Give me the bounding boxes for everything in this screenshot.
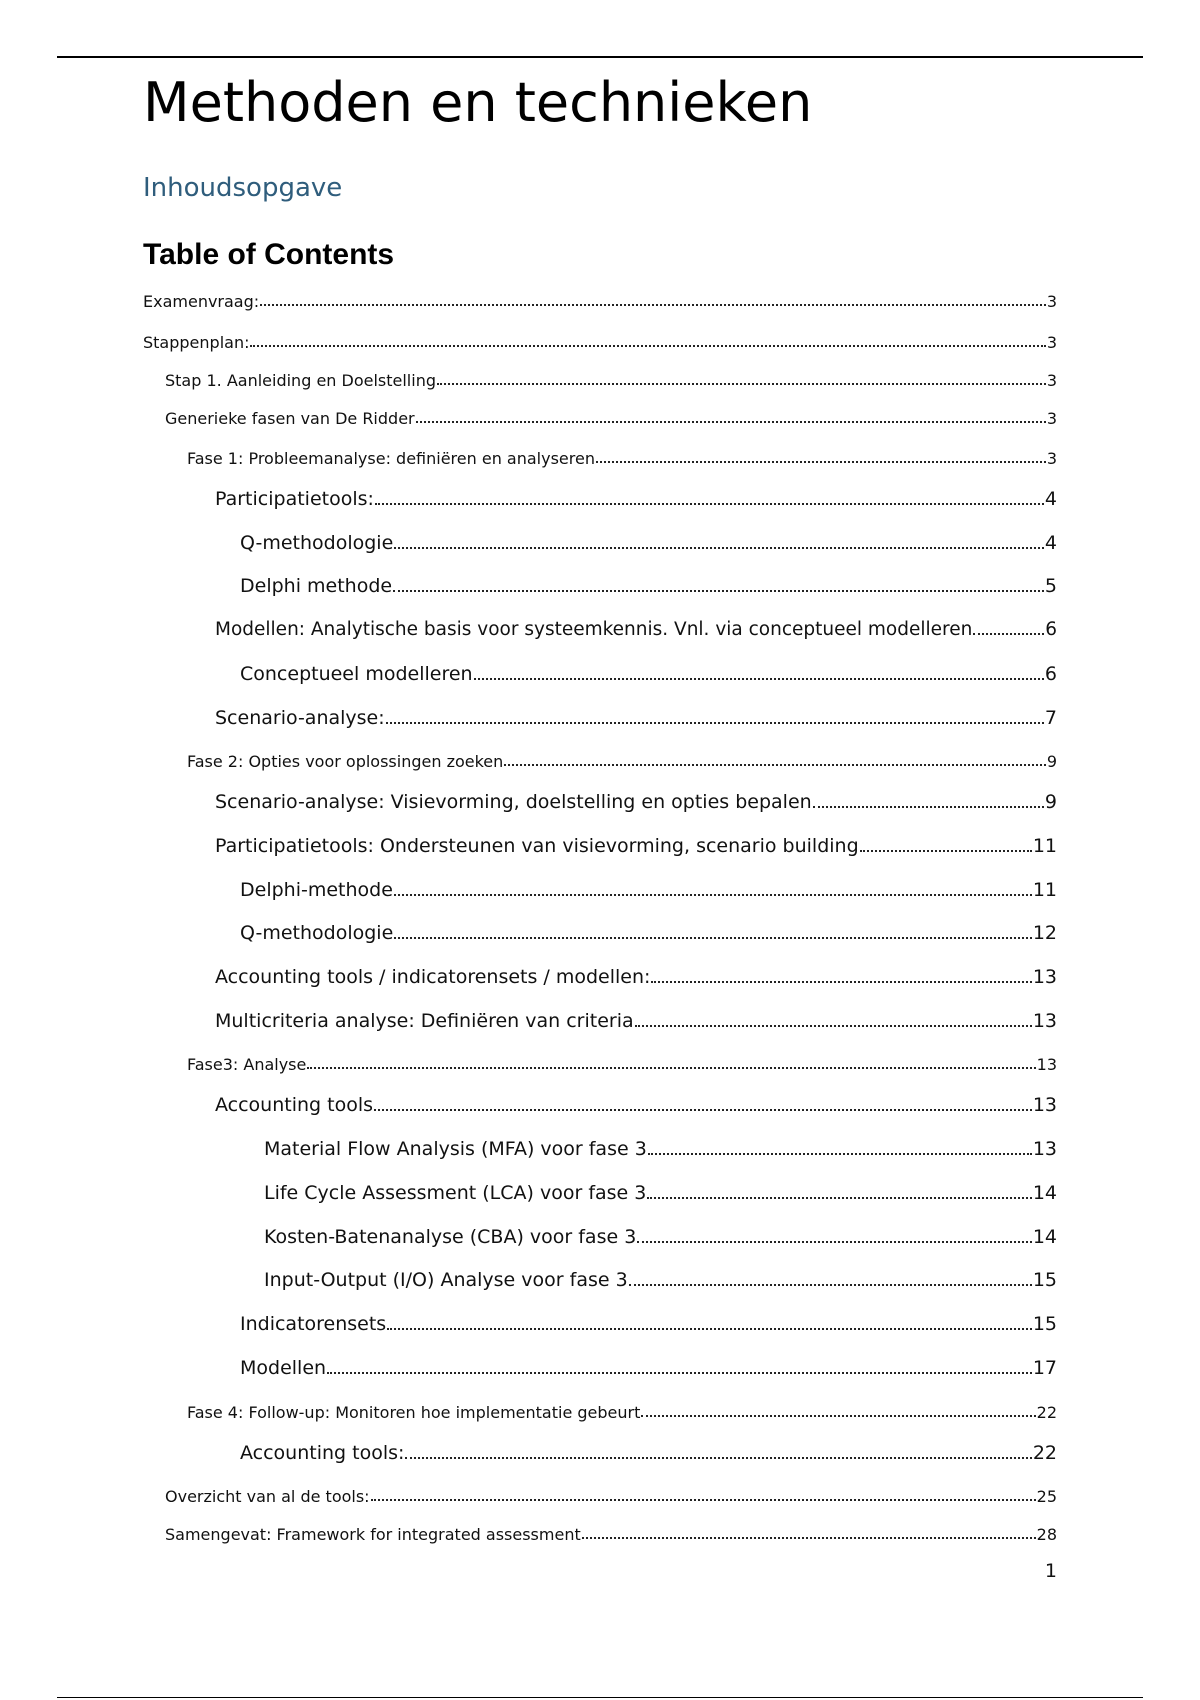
- toc-entry-page: 17: [1032, 1357, 1057, 1379]
- dot-leader: [629, 1284, 1032, 1286]
- dot-leader: [648, 1153, 1032, 1155]
- toc-entry[interactable]: [240, 1442, 1057, 1464]
- toc-entry-label: Stap 1. Aanleiding en Doelstelling: [165, 371, 436, 390]
- dot-leader: [813, 806, 1044, 808]
- toc-entry-page: 15: [1032, 1269, 1057, 1291]
- toc-entry-page: 6: [1045, 619, 1057, 640]
- toc-entry[interactable]: [165, 371, 1057, 390]
- dot-leader: [437, 383, 1046, 385]
- toc-entry[interactable]: [240, 1313, 1057, 1335]
- toc-entry[interactable]: [240, 663, 1057, 685]
- toc-entry-page: 11: [1032, 835, 1057, 857]
- toc-entry-label: Scenario-analyse:: [215, 707, 385, 729]
- toc-entry-label: Fase 1: Probleemanalyse: definiëren en analyseren: [187, 449, 595, 468]
- dot-leader: [973, 633, 1044, 635]
- dot-leader: [416, 421, 1046, 423]
- dot-leader: [307, 1067, 1035, 1069]
- toc-entry-page: 12: [1032, 922, 1057, 944]
- toc-entry[interactable]: [187, 752, 1057, 771]
- toc-entry-label: Fase 4: Follow-up: Monitoren hoe implementatie gebeurt: [187, 1403, 641, 1422]
- toc-entry[interactable]: [264, 1226, 1057, 1248]
- document-title: Methoden en technieken: [143, 71, 813, 134]
- toc-entry-label: Accounting tools:: [240, 1442, 405, 1464]
- toc-entry[interactable]: [215, 619, 1057, 640]
- toc-entry[interactable]: [143, 292, 1057, 311]
- toc-entry[interactable]: [187, 1403, 1057, 1422]
- toc-entry-page: 5: [1044, 575, 1057, 597]
- dot-leader: [637, 1241, 1032, 1243]
- toc-entry[interactable]: [215, 707, 1057, 729]
- toc-entry-page: 4: [1044, 488, 1057, 510]
- toc-entry[interactable]: [215, 488, 1057, 510]
- toc-entry[interactable]: [215, 835, 1057, 857]
- toc-entry-page: 9: [1046, 752, 1057, 771]
- toc-entry-page: 13: [1036, 1055, 1057, 1074]
- toc-entry-page: 14: [1032, 1226, 1057, 1248]
- toc-entry-label: Multicriteria analyse: Definiëren van criteria: [215, 1010, 634, 1032]
- dot-leader: [860, 850, 1032, 852]
- dot-leader: [375, 503, 1044, 505]
- toc-entry-label: Material Flow Analysis (MFA) voor fase 3: [264, 1138, 647, 1160]
- toc-entry-label: Fase 2: Opties voor oplossingen zoeken: [187, 752, 504, 771]
- toc-entry[interactable]: [264, 1182, 1057, 1204]
- dot-leader: [387, 1328, 1032, 1330]
- dot-leader: [474, 678, 1044, 680]
- toc-entry-label: Conceptueel modelleren: [240, 663, 473, 685]
- toc-entry-label: Examenvraag:: [143, 292, 260, 311]
- toc-entry[interactable]: [187, 449, 1057, 468]
- toc-entry[interactable]: [240, 879, 1057, 901]
- dot-leader: [394, 894, 1032, 896]
- dot-leader: [374, 1109, 1032, 1111]
- toc-entry-label: Overzicht van al de tools:: [165, 1487, 370, 1506]
- toc-entry-label: Modellen: Analytische basis voor systeemkennis. Vnl. via conceptueel modelleren: [215, 619, 973, 640]
- toc-entry[interactable]: [264, 1138, 1057, 1160]
- toc-entry-label: Input-Output (I/O) Analyse voor fase 3: [264, 1269, 628, 1291]
- toc-entry[interactable]: [215, 1010, 1057, 1032]
- dot-leader: [635, 1025, 1032, 1027]
- toc-entry-page: 13: [1032, 966, 1057, 988]
- dot-leader: [250, 345, 1045, 347]
- toc-entry-label: Delphi-methode: [240, 879, 393, 901]
- dot-leader: [260, 304, 1046, 306]
- toc-entry-label: Indicatorensets: [240, 1313, 387, 1335]
- toc-entry[interactable]: [143, 333, 1057, 352]
- dot-leader: [371, 1499, 1036, 1501]
- toc-entry-page: 3: [1046, 409, 1057, 428]
- toc-entry[interactable]: [240, 575, 1057, 597]
- page-number: 1: [1044, 1560, 1057, 1582]
- toc-entry[interactable]: [215, 791, 1057, 813]
- toc-entry-label: Participatietools:: [215, 488, 374, 510]
- toc-entry-page: 3: [1046, 333, 1057, 352]
- dot-leader: [394, 547, 1044, 549]
- toc-entry-page: 3: [1046, 371, 1057, 390]
- toc-entry-page: 22: [1032, 1442, 1057, 1464]
- toc-entry-label: Generieke fasen van De Ridder: [165, 409, 415, 428]
- dot-leader: [647, 1197, 1031, 1199]
- dot-leader: [386, 722, 1044, 724]
- toc-entry-label: Q-methodologie: [240, 532, 394, 554]
- toc-entry-page: 7: [1044, 707, 1057, 729]
- toc-entry-page: 13: [1032, 1094, 1057, 1116]
- toc-entry[interactable]: [215, 966, 1057, 988]
- toc-entry[interactable]: [165, 1525, 1057, 1544]
- toc-entry[interactable]: [165, 409, 1057, 428]
- dot-leader: [582, 1537, 1036, 1539]
- dot-leader: [393, 590, 1044, 592]
- dot-leader: [504, 764, 1046, 766]
- toc-entry-label: Samengevat: Framework for integrated assessment: [165, 1525, 581, 1544]
- toc-entry-label: Fase3: Analyse: [187, 1055, 307, 1074]
- bottom-rule: [57, 1697, 1143, 1698]
- dot-leader: [327, 1372, 1032, 1374]
- dot-leader: [596, 461, 1046, 463]
- toc-entry-page: 6: [1044, 663, 1057, 685]
- toc-entry-page: 25: [1036, 1487, 1057, 1506]
- toc-entry-page: 4: [1044, 532, 1057, 554]
- toc-entry[interactable]: [215, 1094, 1057, 1116]
- toc-entry-label: Scenario-analyse: Visievorming, doelstelling en opties bepalen: [215, 791, 812, 813]
- dot-leader: [394, 937, 1032, 939]
- toc-entry-label: Participatietools: Ondersteunen van visievorming, scenario building: [215, 835, 859, 857]
- toc-heading: Table of Contents: [143, 238, 395, 271]
- toc-entry-page: 13: [1032, 1138, 1057, 1160]
- toc-entry[interactable]: [240, 1357, 1057, 1379]
- toc-entry-page: 3: [1046, 292, 1057, 311]
- dot-leader: [405, 1457, 1031, 1459]
- toc-entry-page: 28: [1036, 1525, 1057, 1544]
- toc-entry[interactable]: [240, 922, 1057, 944]
- toc-entry-page: 22: [1036, 1403, 1057, 1422]
- toc-entry-label: Accounting tools: [215, 1094, 374, 1116]
- toc-entry-label: Accounting tools / indicatorensets / modellen:: [215, 966, 651, 988]
- toc-entry-page: 3: [1046, 449, 1057, 468]
- dot-leader: [641, 1415, 1035, 1417]
- toc-entry[interactable]: [187, 1055, 1057, 1074]
- toc-entry[interactable]: [264, 1269, 1057, 1291]
- toc-entry-page: 9: [1044, 791, 1057, 813]
- toc-entry[interactable]: [165, 1487, 1057, 1506]
- toc-entry-label: Life Cycle Assessment (LCA) voor fase 3: [264, 1182, 647, 1204]
- toc-entry-page: 13: [1032, 1010, 1057, 1032]
- toc-entry-label: Delphi methode: [240, 575, 393, 597]
- toc-entry-label: Q-methodologie: [240, 922, 394, 944]
- toc-entry-page: 15: [1032, 1313, 1057, 1335]
- toc-entry-label: Stappenplan:: [143, 333, 250, 352]
- toc-subtitle: Inhoudsopgave: [143, 173, 343, 203]
- toc-entry-label: Kosten-Batenanalyse (CBA) voor fase 3: [264, 1226, 637, 1248]
- dot-leader: [651, 981, 1031, 983]
- toc-entry[interactable]: [240, 532, 1057, 554]
- top-rule: [57, 56, 1143, 58]
- toc-entry-label: Modellen: [240, 1357, 327, 1379]
- toc-entry-page: 11: [1032, 879, 1057, 901]
- toc-entry-page: 14: [1032, 1182, 1057, 1204]
